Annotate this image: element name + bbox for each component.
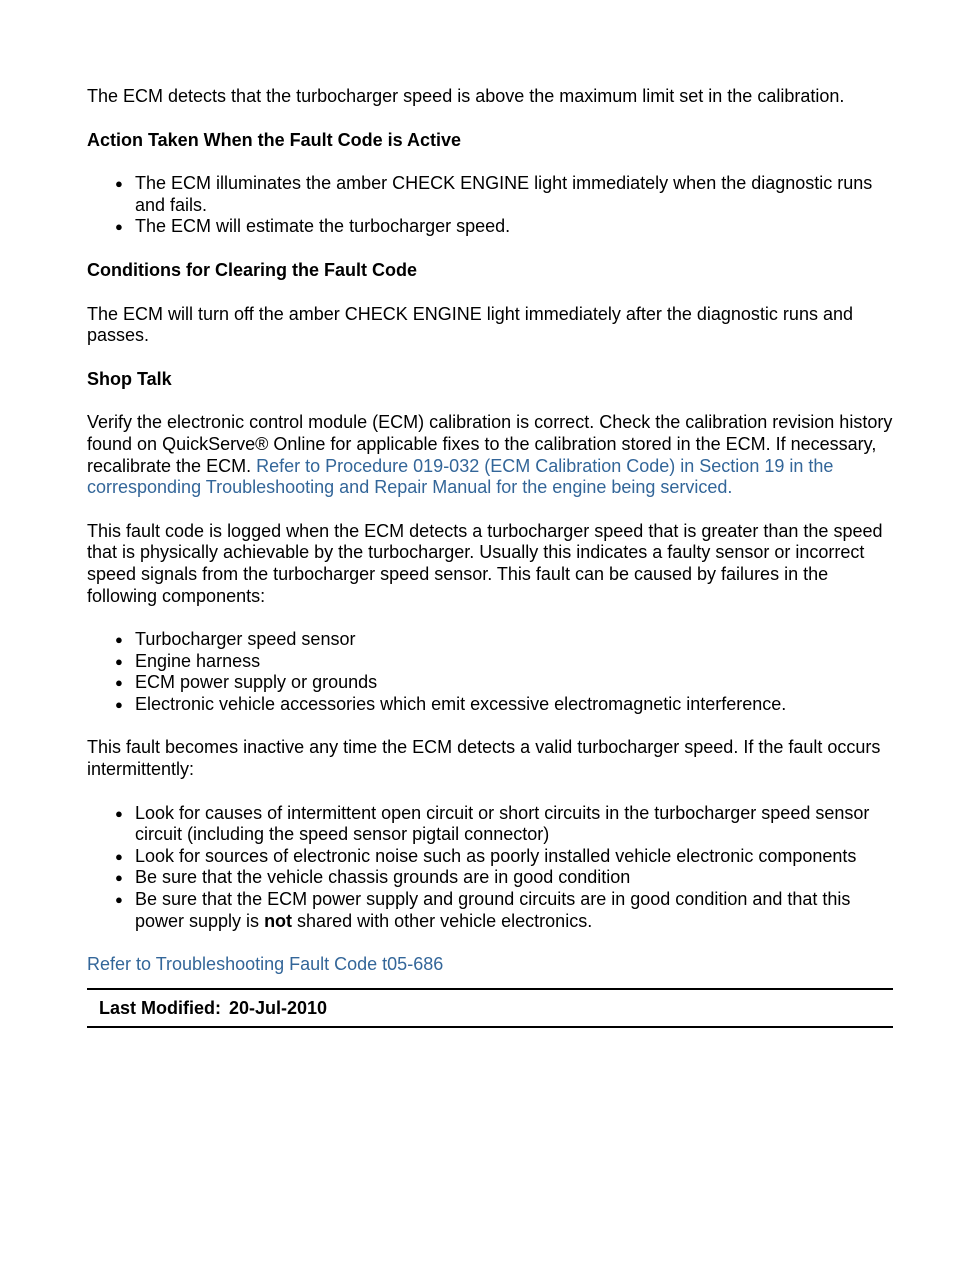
inactive-paragraph: This fault becomes inactive any time the ECM detects a valid turbocharger speed. If the fault occurs intermittently: bbox=[87, 737, 881, 780]
list-item-text-end: shared with other vehicle electronics. bbox=[292, 910, 593, 931]
list-item-text: Be sure that the ECM power supply and ground circuits are in good condition and that this power supply is bbox=[135, 889, 851, 931]
procedure-link[interactable]: Refer to Procedure 019-032 (ECM Calibration Code) in Section 19 in the corresponding Troubleshooting and Repair Manual for the engine being serviced. bbox=[87, 455, 834, 498]
list-item-text: Be sure that the vehicle chassis grounds are in good condition bbox=[135, 867, 631, 888]
action-list bbox=[87, 173, 893, 238]
list-item-text: Turbocharger speed sensor bbox=[135, 629, 356, 650]
clearing-heading: Conditions for Clearing the Fault Code bbox=[87, 259, 417, 280]
shop-talk-heading: Shop Talk bbox=[87, 368, 172, 389]
list-item-text: The ECM will estimate the turbocharger speed. bbox=[135, 216, 511, 237]
shop-talk-text: Verify the electronic control module (ECM) calibration is correct. Check the calibration revision history found on QuickServe® Online for applicable fixes to the calibration stored in the ECM. If necessary, recalibrate the ECM. bbox=[87, 412, 893, 476]
list-item bbox=[115, 672, 893, 694]
last-modified-label: Last Modified: bbox=[99, 997, 221, 1018]
intermittent-list bbox=[87, 803, 893, 933]
clearing-paragraph: The ECM will turn off the amber CHECK ENGINE light immediately after the diagnostic runs and passes. bbox=[87, 303, 853, 346]
list-item-text: Look for sources of electronic noise such as poorly installed vehicle electronic components bbox=[135, 845, 857, 866]
list-item-text: Engine harness bbox=[135, 650, 261, 671]
fault-code-link[interactable]: Refer to Troubleshooting Fault Code t05-686 bbox=[87, 954, 444, 975]
list-item bbox=[115, 650, 893, 673]
component-list bbox=[87, 629, 893, 715]
list-item bbox=[115, 867, 893, 889]
bullet-icon: ● bbox=[115, 219, 123, 235]
bullet-icon: ● bbox=[115, 805, 123, 821]
bullet-icon: ● bbox=[115, 675, 123, 691]
list-item bbox=[115, 802, 893, 846]
bullet-icon: ● bbox=[115, 696, 123, 712]
list-item bbox=[115, 173, 893, 216]
bullet-icon: ● bbox=[115, 632, 123, 648]
bullet-icon: ● bbox=[115, 848, 123, 864]
list-item-text: Look for causes of intermittent open circuit or short circuits in the turbocharger speed sensor circuit (including the speed sensor pigtail connector) bbox=[135, 802, 870, 845]
shop-talk-paragraph bbox=[87, 412, 893, 498]
last-modified-footer bbox=[87, 988, 893, 1028]
list-item bbox=[115, 216, 893, 238]
logged-paragraph: This fault code is logged when the ECM detects a turbocharger speed that is greater than the speed that is physically achievable by the turbocharger. Usually this indicates a faulty sensor or incorrect speed signals from the turbocharger speed sensor. This fault can be caused by failures in the following components: bbox=[87, 520, 883, 606]
list-item bbox=[115, 889, 893, 932]
bullet-icon: ● bbox=[115, 653, 123, 669]
bullet-icon: ● bbox=[115, 892, 123, 908]
list-item bbox=[115, 693, 893, 716]
list-item-text: The ECM illuminates the amber CHECK ENGINE light immediately when the diagnostic runs and fails. bbox=[135, 173, 873, 215]
list-item bbox=[115, 629, 893, 651]
list-item-text: Electronic vehicle accessories which emit excessive electromagnetic interference. bbox=[135, 693, 787, 714]
action-heading: Action Taken When the Fault Code is Active bbox=[87, 129, 462, 150]
document-page bbox=[87, 86, 893, 1028]
emphasis-not: not bbox=[264, 910, 293, 931]
intro-paragraph: The ECM detects that the turbocharger speed is above the maximum limit set in the calibration. bbox=[87, 86, 845, 106]
last-modified-date: 20-Jul-2010 bbox=[229, 997, 328, 1018]
bullet-icon: ● bbox=[115, 176, 123, 192]
list-item-text: ECM power supply or grounds bbox=[135, 672, 378, 693]
refer-paragraph bbox=[87, 954, 893, 976]
list-item bbox=[115, 845, 893, 868]
bullet-icon: ● bbox=[115, 870, 123, 886]
